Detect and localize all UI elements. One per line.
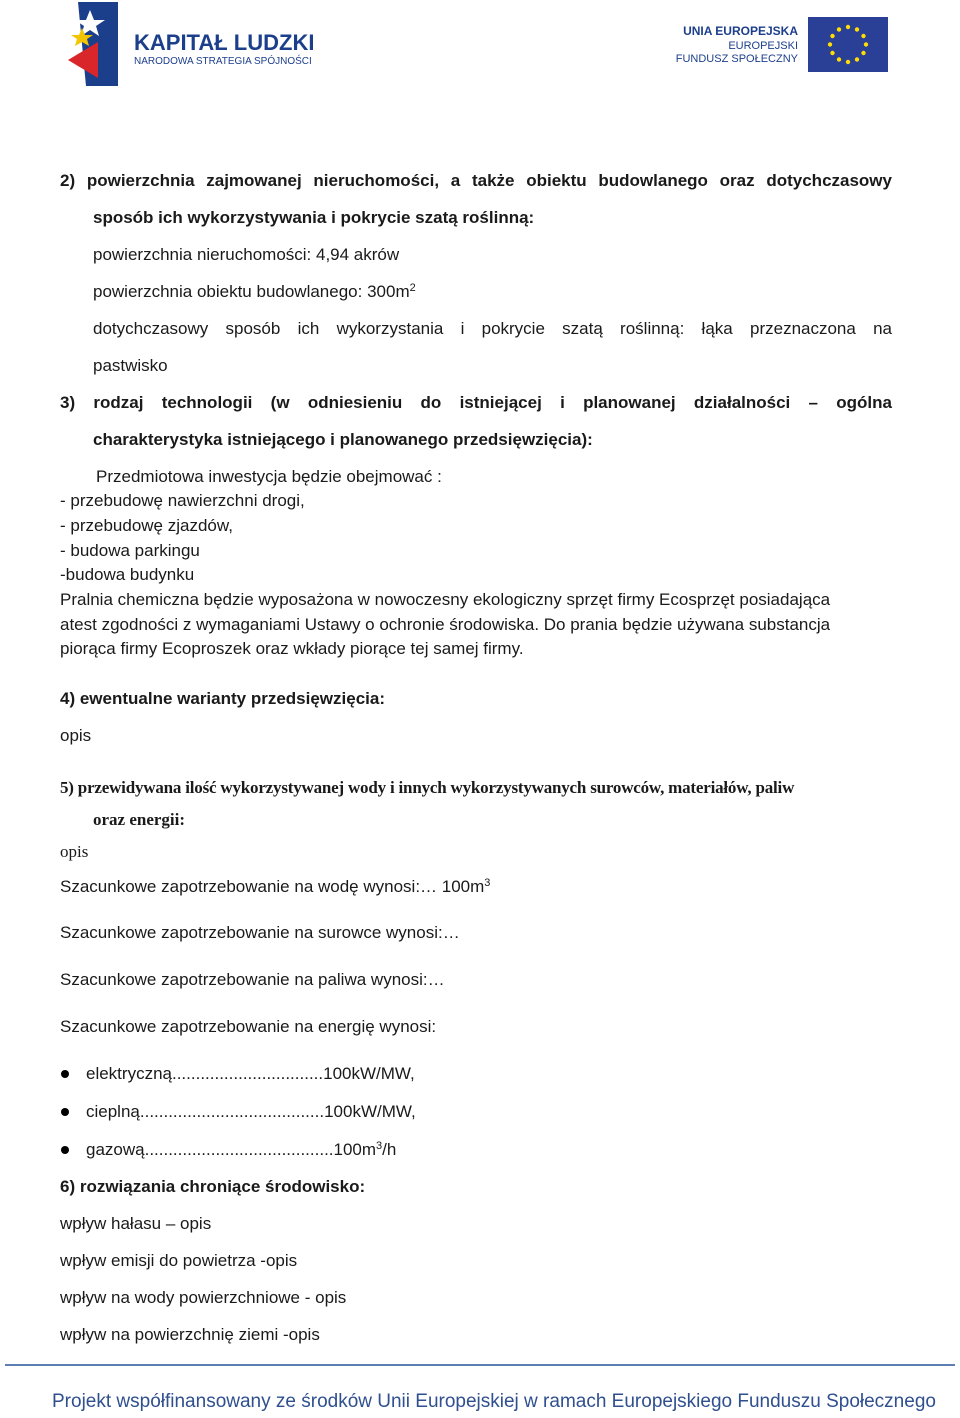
bullet-text-gas <box>86 1140 396 1160</box>
bullet-electric-text: elektryczną................................100kW/MW, <box>86 1064 415 1083</box>
kapital-ludzki-subtitle: NARODOWA STRATEGIA SPÓJNOŚCI <box>134 56 312 67</box>
water-demand-text: Szacunkowe zapotrzebowanie na wodę wynosi:… 100m <box>60 877 485 896</box>
section-2-current-use: dotychczasowy sposób ich wykorzystania i pokrycie szatą roślinną: łąka przeznaczona na <box>93 319 892 338</box>
energy-demand: Szacunkowe zapotrzebowanie na energię wynosi: <box>60 1017 437 1036</box>
eu-line-1: UNIA EUROPEJSKA <box>683 24 798 38</box>
eu-logo <box>675 14 900 76</box>
eu-flag-icon <box>808 17 888 72</box>
section-2-property-area: powierzchnia nieruchomości: 4,94 akrów <box>93 245 400 264</box>
section-3-line-2: - przebudowę zjazdów, <box>60 516 233 535</box>
section-3-line-5: Pralnia chemiczna będzie wyposażona w nowoczesny ekologiczny sprzęt firmy Ecosprzęt posiadająca <box>60 590 831 609</box>
eu-line-3: FUNDUSZ SPOŁECZNY <box>675 53 798 65</box>
bullet-text-electric <box>86 1064 415 1084</box>
footer-text: Projekt współfinansowany ze środków Unii Europejskiej w ramach Europejskiego Funduszu Społecznego <box>52 1391 936 1412</box>
section-2-current-use-cont: pastwisko <box>93 356 168 375</box>
building-area-sup: 2 <box>409 282 416 294</box>
section-6-line-3: wpływ na powierzchnię ziemi -opis <box>60 1325 320 1344</box>
section-3-heading-line-1: 3) rodzaj technologii (w odniesieniu do istniejącej i planowanej działalności – ogólna <box>60 393 892 412</box>
section-6-heading: 6) rozwiązania chroniące środowisko: <box>60 1177 366 1196</box>
section-3-line-3: - budowa parkingu <box>60 541 200 560</box>
section-4-heading: 4) ewentualne warianty przedsięwzięcia: <box>60 689 386 708</box>
section-3-line-4: -budowa budynku <box>60 565 195 584</box>
building-area-text: powierzchnia obiektu budowlanego: 300m <box>93 282 410 301</box>
section-6-line-2: wpływ na wody powierzchniowe - opis <box>60 1288 347 1307</box>
bullet-gas-tail: /h <box>382 1140 397 1159</box>
bullet-icon <box>61 1146 69 1154</box>
section-3-line-0: Przedmiotowa inwestycja będzie obejmować : <box>96 467 442 486</box>
section-2-heading-line-1: 2) powierzchnia zajmowanej nieruchomości, a także obiektu budowlanego oraz dotychczasowy <box>60 171 892 190</box>
section-5-heading-line-2: oraz energii: <box>93 810 186 829</box>
bullet-gas-sup: 3 <box>376 1140 383 1152</box>
water-demand-sup: 3 <box>484 877 491 889</box>
kapital-ludzki-emblem-icon <box>68 2 122 86</box>
section-3-line-7: piorąca firmy Ecoproszek oraz wkłady piorące tej samej firmy. <box>60 639 524 658</box>
bullet-heat-text: cieplną.......................................100kW/MW, <box>86 1102 416 1121</box>
bullet-icon <box>61 1108 69 1116</box>
section-2-heading-line-2: sposób ich wykorzystywania i pokrycie szatą roślinną: <box>93 208 535 227</box>
kapital-ludzki-logo <box>62 2 332 88</box>
section-6-line-0: wpływ hałasu – opis <box>60 1214 212 1233</box>
footer-divider <box>5 1364 955 1366</box>
section-4-body: opis <box>60 726 92 745</box>
section-6-line-1: wpływ emisji do powietrza -opis <box>60 1251 298 1270</box>
kapital-ludzki-title: KAPITAŁ LUDZKI <box>134 30 315 55</box>
bullet-icon <box>61 1070 69 1078</box>
section-5-heading-line-1: 5) przewidywana ilość wykorzystywanej wody i innych wykorzystywanych surowców, materiałów, paliw <box>60 778 795 797</box>
bullet-text-heat <box>86 1102 416 1122</box>
section-3-line-1: - przebudowę nawierzchni drogi, <box>60 491 305 510</box>
section-5-body: opis <box>60 842 89 861</box>
eu-line-2: EUROPEJSKI <box>728 40 798 52</box>
fuel-demand: Szacunkowe zapotrzebowanie na paliwa wynosi:… <box>60 970 445 989</box>
section-3-line-6: atest zgodności z wymaganiami Ustawy o ochronie środowiska. Do prania będzie używana substancja <box>60 615 831 634</box>
raw-materials-demand: Szacunkowe zapotrzebowanie na surowce wynosi:… <box>60 923 460 942</box>
water-demand <box>60 877 490 897</box>
section-2-building-area <box>93 282 416 302</box>
bullet-gas-text: gazową........................................100m <box>86 1140 377 1159</box>
section-3-heading-line-2: charakterystyka istniejącego i planowanego przedsięwzięcia): <box>93 430 593 449</box>
